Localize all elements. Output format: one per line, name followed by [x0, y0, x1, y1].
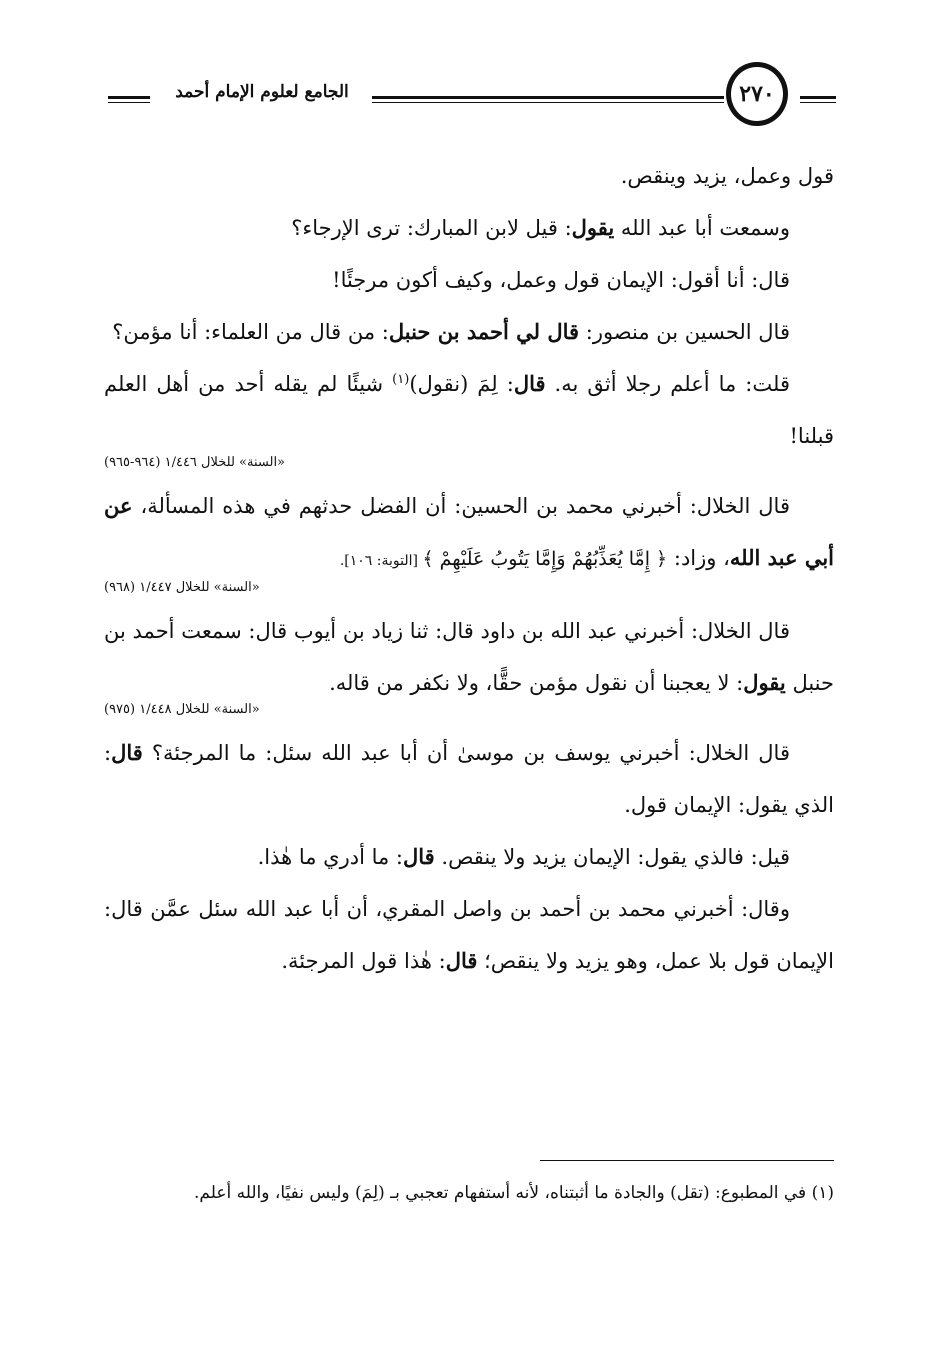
- footnote-marker: (١): [392, 372, 410, 387]
- source-reference: «السنة» للخلال ١/٤٤٨ (٩٧٥): [104, 702, 260, 717]
- text-run: : من قال من العلماء: أنا مؤمن؟: [112, 320, 389, 344]
- paragraph: [104, 883, 834, 987]
- header-rule-right: [800, 96, 836, 103]
- paragraph: [104, 727, 834, 831]
- verse-citation: [التوبة: ١٠٦].: [339, 553, 423, 569]
- bold-text-run: قال: [403, 844, 435, 869]
- text-run: قيل: فالذي يقول: الإيمان يزيد ولا ينقص.: [434, 845, 790, 869]
- bold-text-run: قال لي أحمد بن حنبل: [388, 319, 580, 344]
- text-run: قال الخلال: أخبرني محمد بن الحسين: أن الفضل حدثهم في هذه المسألة،: [132, 494, 790, 518]
- text-run: قال الحسين بن منصور:: [579, 320, 790, 344]
- paragraph: [104, 150, 834, 202]
- text-run: قول وعمل، يزيد وينقص.: [620, 164, 834, 188]
- text-run: ، وزاد:: [667, 546, 730, 570]
- text-run: : لا يعجبنا أن نقول مؤمن حقًّا، ولا نكفر من قاله.: [329, 671, 744, 695]
- paragraph: [104, 358, 834, 462]
- bold-text-run: قال: [111, 740, 143, 765]
- paragraph: [104, 831, 834, 883]
- text-run: : قيل لابن المبارك: ترى الإرجاء؟: [291, 216, 572, 240]
- header-rule-left: [108, 96, 150, 103]
- text-run: : لِمَ (نقول): [409, 372, 514, 396]
- page-body: [104, 150, 834, 987]
- text-run: قال الخلال: أخبرني عبد الله بن داود قال: ثنا زياد بن أيوب قال: سمعت أحمد بن حنبل: [104, 619, 834, 695]
- footnote: (١) في المطبوع: (تقل) والجادة ما أثبتناه، لأنه أستفهام تعجبي بـ (لِمَ) وليس نفيًا، والله أعلم.: [194, 1183, 834, 1203]
- source-reference: «السنة» للخلال ١/٤٤٦ (٩٦٤-٩٦٥): [104, 455, 286, 470]
- paragraph: [104, 605, 834, 709]
- quran-verse: ﴿ إِمَّا يُعَذِّبُهُمْ وَإِمَّا يَتُوبُ عَلَيْهِمْ ﴾: [422, 548, 668, 570]
- bold-text-run: قال: [513, 371, 546, 396]
- text-run: : الذي يقول: الإيمان قول.: [104, 741, 834, 817]
- paragraph: [104, 306, 834, 358]
- source-reference: «السنة» للخلال ١/٤٤٧ (٩٦٨): [104, 580, 260, 595]
- bold-text-run: يقول: [743, 670, 786, 695]
- page-number: ٢٧٠: [726, 62, 788, 126]
- text-run: قلت: ما أعلم رجلا أثق به.: [545, 372, 790, 396]
- text-run: شيئًا لم يقله أحد من أهل العلم قبلنا!: [104, 372, 834, 448]
- bold-text-run: عن أبي عبد الله: [104, 493, 834, 570]
- text-run: قال: أنا أقول: الإيمان قول وعمل، وكيف أكون مرجئًا!: [332, 268, 790, 292]
- bold-text-run: يقول: [571, 215, 615, 240]
- header-rule-middle: [372, 96, 724, 103]
- footnote-separator: [540, 1160, 834, 1161]
- paragraph: [104, 254, 834, 306]
- running-title: الجامع لعلوم الإمام أحمد: [175, 82, 349, 102]
- text-run: وقال: أخبرني محمد بن أحمد بن واصل المقري، أن أبا عبد الله سئل عمَّن قال: الإيمان قول بلا عمل، وهو يزيد ولا ينقص؛: [104, 897, 834, 973]
- text-run: قال الخلال: أخبرني يوسف بن موسىٰ أن أبا عبد الله سئل: ما المرجئة؟: [142, 741, 790, 765]
- text-run: وسمعت أبا عبد الله: [614, 216, 790, 240]
- paragraph: [104, 202, 834, 254]
- text-run: : هٰذا قول المرجئة.: [281, 949, 446, 973]
- bold-text-run: قال: [445, 948, 478, 973]
- text-run: : ما أدري ما هٰذا.: [257, 845, 404, 869]
- paragraph: [104, 480, 834, 587]
